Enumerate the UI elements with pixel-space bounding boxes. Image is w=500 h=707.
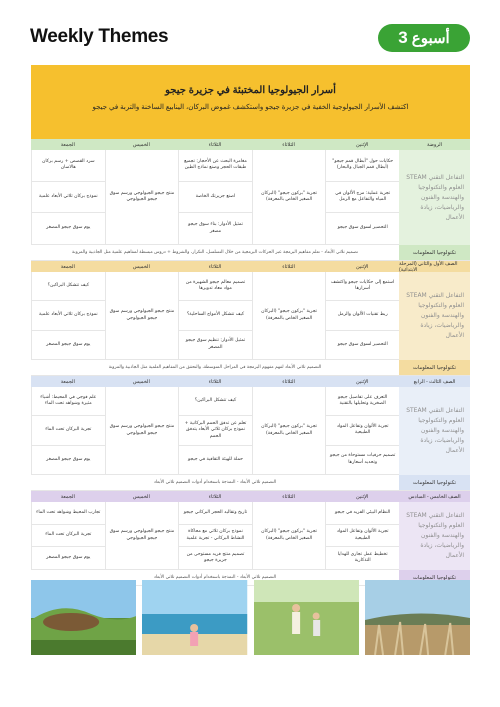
activity-cell: تجربة البركان تحت الماء [32, 416, 105, 445]
level-description: التفاعل التقني STEAM العلوم والتكنولوجيا والهندسة والفنون والرياضيات، زيادة الأعمال [399, 272, 470, 360]
activity-cell: تصميم معالم جيجو الشهيرة من مواد معاد تدويرها [179, 272, 252, 301]
photo-strip [31, 580, 470, 655]
tech-description: التصميم ثلاثي الأبعاد - النمذجة باستخدام أدوات التصميم ثلاثي الأبعاد [153, 480, 277, 485]
activity-cell: نموذج بركان ثلاثي مع محاكاة النشاط البركاني - تجربة علمية [179, 525, 252, 548]
tech-label: تكنولوجيا المعلومات [399, 245, 470, 260]
family-field-photo [254, 580, 359, 655]
day-header: الجمعة [31, 491, 105, 502]
schedule-block [31, 150, 470, 245]
day-header-row [31, 491, 470, 502]
activity-cell: مغامرة البحث عن الأحجار: تجميع طبقات الحجر وصنع نماذج الطين [179, 150, 252, 182]
activity-cell: حكايات حول "أبطال قمم جيجو" (أبطال قمم الجبال والبحار) [326, 150, 399, 182]
day-header: الجمعة [31, 261, 105, 272]
tech-description: تصميم ثلاثي الأبعاد - تعلم مفاهيم البرمجة عبر الحركات البرمجية من خلال التسلسل، التكرار، والشروط + دروس مبسطة لمفاهيم علمية مثل الجاذبية والمرونة [72, 250, 358, 255]
day-header: الخميس [105, 376, 179, 387]
day-column [178, 150, 252, 245]
day-column [105, 150, 179, 245]
level-label: الروضة [399, 139, 470, 150]
activity-cell: التحضير لسوق سوق جيجو [326, 331, 399, 360]
day-header: الخميس [105, 261, 179, 272]
day-column [325, 502, 399, 570]
activity-cell: تاريخ وتقاليد الحجر البركاني جيجو [179, 502, 252, 525]
day-header: الإثنين [325, 376, 399, 387]
day-column [31, 387, 105, 475]
day-header: الجمعة [31, 376, 105, 387]
activity-cell: تجربة الألوان وتفاعل المواد الطبيعية [326, 525, 399, 548]
banner-title: أسرار الجيولوجيا المختبئة في جزيرة جيجو [165, 85, 336, 96]
activity-cell: نموذج بركان ثلاثي الأبعاد علمية [32, 182, 105, 214]
tech-description: التصميم ثلاثي الأبعاد - النمذجة باستخدام أدوات التصميم ثلاثي الأبعاد [153, 575, 277, 580]
theme-banner [31, 65, 470, 139]
week-badge [378, 24, 470, 52]
activity-cell: استمع إلى حكايات جيجو واكتشف أسرارها [326, 272, 399, 301]
schedule-block [31, 502, 470, 570]
activity-cell: منتج جيجو الجيولوجي ورسم سوق جيجو الجيولوجي [106, 502, 179, 570]
activity-cell: سرد القصص + رسم بركان هالاسان [32, 150, 105, 182]
day-header: الثلاثاء [252, 139, 326, 150]
activity-cell: تجربة "بركون جيجو" (البركان الصغير الخاص بالمعرفة) [253, 272, 326, 360]
tech-label: تكنولوجيا المعلومات [399, 475, 470, 490]
activity-cell: نموذج بركان ثلاثي الأبعاد علمية [32, 301, 105, 330]
tech-label: تكنولوجيا المعلومات [399, 570, 470, 585]
day-header: الجمعة [31, 139, 105, 150]
day-column [105, 387, 179, 475]
activity-cell: تمثيل الأدوار: بناء سوق جيجو مصغر [179, 213, 252, 245]
level-description: التفاعل التقني STEAM العلوم والتكنولوجيا والهندسة والفنون والرياضيات، زيادة الأعمال [399, 150, 470, 245]
page-title: Weekly Themes [30, 26, 169, 47]
tech-description: التصميم ثلاثي الأبعاد لفهم مفهوم البرمجة في المراحل المتوسطة، والتحقق من المفاهيم العلمية مثل الجاذبية والمرونة [108, 365, 322, 370]
schedule-grid [31, 139, 470, 586]
day-header-row [31, 376, 470, 387]
day-column [325, 272, 399, 360]
day-column [252, 150, 326, 245]
tech-row [31, 245, 470, 261]
day-header: الثلاثاء [252, 376, 326, 387]
activity-cell: علم فوجي في المحيط: أشياء مثيرة وشواهد تحت الماء [32, 387, 105, 416]
day-header: الثلاثاء [252, 261, 326, 272]
day-header: الإثنين [325, 491, 399, 502]
activity-cell: التعرف على تفاصيل جيجو الصخرية وتحليلها بالتقنية [326, 387, 399, 416]
activity-cell: كيف تتشكل الأمواج الساحلية؟ [179, 301, 252, 330]
day-header: الثلاثاء [178, 139, 252, 150]
day-column [325, 150, 399, 245]
header [30, 24, 470, 54]
level-description: التفاعل التقني STEAM العلوم والتكنولوجيا والهندسة والفنون والرياضيات، زيادة الأعمال [399, 502, 470, 570]
day-header: الخميس [105, 491, 179, 502]
activity-cell: تخطيط عمل تجاري للهدايا التذكارية [326, 547, 399, 570]
level-description: التفاعل التقني STEAM العلوم والتكنولوجيا والهندسة والفنون والرياضيات، زيادة الأعمال [399, 387, 470, 475]
activity-cell: يوم سوق جيجو المصغر [32, 446, 105, 475]
level-label: الصف الثالث - الرابع [399, 376, 470, 387]
day-column [178, 272, 252, 360]
activity-cell: يوم سوق جيجو المصغر [32, 331, 105, 360]
schedule-block [31, 272, 470, 360]
activity-cell: يوم سوق جيجو المصغر [32, 213, 105, 245]
activity-cell: تجربة "بركون جيجو" (البركان الصغير الخاص بالمعرفة) [253, 150, 326, 245]
day-column [31, 502, 105, 570]
activity-cell: التحضير لسوق سوق جيجو [326, 213, 399, 245]
activity-cell: تصميم حرفيات مستوحاة من جيجو وتحديد أسعارها [326, 446, 399, 475]
activity-cell: تجربة البركان تحت الماء [32, 525, 105, 548]
level-label: الصف الأول والثاني (المرحلة الابتدائية) [399, 261, 470, 272]
activity-cell: تجربة الألوان وتفاعل المواد الطبيعية [326, 416, 399, 445]
week-number: 3 [398, 28, 408, 47]
day-header: الإثنين [325, 261, 399, 272]
activity-cell: اصنع جزيرتك الخاصة [179, 182, 252, 214]
activity-cell: تجارب المحيط وشواهد تحت الماء [32, 502, 105, 525]
day-column [105, 502, 179, 570]
day-header-row [31, 261, 470, 272]
banner-subtitle: اكتشف الأسرار الجيولوجية الخفية في جزيرة جيجو واستكشف غموض البركان، الينابيع الساخنة والتربة في جيجو [92, 104, 409, 111]
day-column [31, 150, 105, 245]
activity-cell: تصميم منتج فريد مستوحى من جزيرة جيجو [179, 547, 252, 570]
activity-cell: تعلم عن تدفق الحمم البركانية + نموذج بركان ثلاثي الأبعاد يتدفق الحمم [179, 416, 252, 445]
day-column [178, 502, 252, 570]
day-column [252, 502, 326, 570]
week-word: أسبوع [411, 30, 450, 47]
activity-cell: منتج جيجو الجيولوجي ورسم سوق جيجو الجيولوجي [106, 387, 179, 475]
day-header: الثلاثاء [178, 261, 252, 272]
day-column [252, 272, 326, 360]
tech-label: تكنولوجيا المعلومات [399, 360, 470, 375]
activity-cell: حملة للهيئة الثقافية في جيجو [179, 446, 252, 475]
volcano-crater-photo [31, 580, 136, 655]
day-column [178, 387, 252, 475]
day-header: الثلاثاء [178, 376, 252, 387]
tech-row [31, 475, 470, 491]
day-header: الإثنين [325, 139, 399, 150]
activity-cell: منتج جيجو الجيولوجي ورسم سوق جيجو الجيولوجي [106, 272, 179, 360]
activity-cell: كيف تتشكل البراكين؟ [32, 272, 105, 301]
day-header: الثلاثاء [178, 491, 252, 502]
activity-cell: يوم سوق جيجو المصغر [32, 547, 105, 570]
activity-cell: منتج جيجو الجيولوجي ورسم سوق جيجو الجيولوجي [106, 150, 179, 245]
day-column [31, 272, 105, 360]
coast-child-photo [142, 580, 247, 655]
activity-cell: تجربة "بركون جيجو" (البركان الصغير الخاص بالمعرفة) [253, 387, 326, 475]
level-label: الصف الخامس - السادس [399, 491, 470, 502]
day-header: الخميس [105, 139, 179, 150]
tech-row [31, 360, 470, 376]
day-header: الثلاثاء [252, 491, 326, 502]
day-column [105, 272, 179, 360]
activity-cell: تجربة "بركون جيجو" (البركان الصغير الخاص بالمعرفة) [253, 502, 326, 570]
day-column [252, 387, 326, 475]
activity-cell: تجربة عملية: مزج الألوان في المياه والتفاعل مع الرمل [326, 182, 399, 214]
activity-cell: تمثيل الأدوار: تنظيم سوق جيجو المصغر [179, 331, 252, 360]
day-column [325, 387, 399, 475]
grass-field-photo [365, 580, 470, 655]
schedule-block [31, 387, 470, 475]
day-header-row [31, 139, 470, 150]
activity-cell: كيف تتشكل البراكين؟ [179, 387, 252, 416]
activity-cell: ربط تقنيات الألوان والرمل [326, 301, 399, 330]
activity-cell: النظام البيئي الفريد في جيجو [326, 502, 399, 525]
